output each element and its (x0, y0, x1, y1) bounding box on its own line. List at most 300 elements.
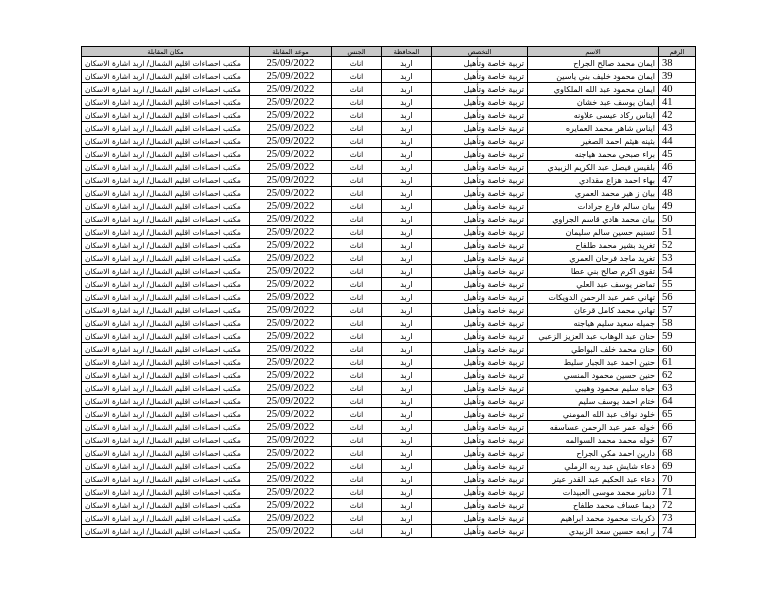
cell-gender: اناث (332, 291, 382, 304)
cell-interview-place: مكتب احصاءات اقليم الشمال/ اربد اشارة الاسكان (82, 278, 250, 291)
cell-interview-date: 25/09/2022 (250, 408, 332, 421)
cell-gender: اناث (332, 421, 382, 434)
cell-interview-place: مكتب احصاءات اقليم الشمال/ اربد اشارة الاسكان (82, 304, 250, 317)
cell-interview-date: 25/09/2022 (250, 473, 332, 486)
cell-interview-place: مكتب احصاءات اقليم الشمال/ اربد اشارة الاسكان (82, 434, 250, 447)
cell-specialization: تربية خاصة وتأهيل (432, 434, 528, 447)
cell-number: 71 (659, 486, 696, 499)
cell-interview-date: 25/09/2022 (250, 148, 332, 161)
cell-name: بيان ز هير محمد العمري (528, 187, 659, 200)
cell-number: 57 (659, 304, 696, 317)
cell-number: 55 (659, 278, 696, 291)
cell-specialization: تربية خاصة وتأهيل (432, 265, 528, 278)
table-row (82, 408, 696, 421)
cell-interview-place: مكتب احصاءات اقليم الشمال/ اربد اشارة الاسكان (82, 486, 250, 499)
cell-interview-place: مكتب احصاءات اقليم الشمال/ اربد اشارة الاسكان (82, 239, 250, 252)
cell-interview-place: مكتب احصاءات اقليم الشمال/ اربد اشارة الاسكان (82, 382, 250, 395)
cell-specialization: تربية خاصة وتأهيل (432, 57, 528, 70)
cell-name: دارين احمد مكي الجراح (528, 447, 659, 460)
cell-specialization: تربية خاصة وتأهيل (432, 122, 528, 135)
header-interview-date: موعد المقابلة (250, 47, 332, 57)
cell-gender: اناث (332, 382, 382, 395)
cell-specialization: تربية خاصة وتأهيل (432, 421, 528, 434)
cell-name: ايمان يوسف عبد خشان (528, 96, 659, 109)
cell-interview-date: 25/09/2022 (250, 70, 332, 83)
cell-governorate: اربد (382, 512, 432, 525)
cell-name: ايمان محمود خليف بني ياسين (528, 70, 659, 83)
cell-number: 44 (659, 135, 696, 148)
header-number: الرقم (659, 47, 696, 57)
cell-governorate: اربد (382, 473, 432, 486)
cell-governorate: اربد (382, 122, 432, 135)
cell-interview-place: مكتب احصاءات اقليم الشمال/ اربد اشارة الاسكان (82, 148, 250, 161)
cell-number: 59 (659, 330, 696, 343)
cell-name: دنانير محمد موسى العبيدات (528, 486, 659, 499)
cell-specialization: تربية خاصة وتأهيل (432, 330, 528, 343)
cell-number: 61 (659, 356, 696, 369)
cell-name: حنان عبد الوهاب عبد العزيز الزعبي (528, 330, 659, 343)
cell-interview-place: مكتب احصاءات اقليم الشمال/ اربد اشارة الاسكان (82, 525, 250, 538)
table-row (82, 512, 696, 525)
table-row (82, 109, 696, 122)
table-row (82, 187, 696, 200)
cell-interview-place: مكتب احصاءات اقليم الشمال/ اربد اشارة الاسكان (82, 499, 250, 512)
cell-interview-place: مكتب احصاءات اقليم الشمال/ اربد اشارة الاسكان (82, 135, 250, 148)
cell-number: 52 (659, 239, 696, 252)
cell-number: 74 (659, 525, 696, 538)
cell-interview-place: مكتب احصاءات اقليم الشمال/ اربد اشارة الاسكان (82, 330, 250, 343)
cell-specialization: تربية خاصة وتأهيل (432, 135, 528, 148)
cell-number: 67 (659, 434, 696, 447)
cell-interview-place: مكتب احصاءات اقليم الشمال/ اربد اشارة الاسكان (82, 317, 250, 330)
cell-interview-date: 25/09/2022 (250, 395, 332, 408)
cell-interview-place: مكتب احصاءات اقليم الشمال/ اربد اشارة الاسكان (82, 70, 250, 83)
cell-governorate: اربد (382, 356, 432, 369)
cell-name: حنان محمد خلف البواطي (528, 343, 659, 356)
table-row (82, 96, 696, 109)
cell-interview-date: 25/09/2022 (250, 447, 332, 460)
cell-specialization: تربية خاصة وتأهيل (432, 200, 528, 213)
cell-name: بثينه هيثم احمد الصغير (528, 135, 659, 148)
table-row (82, 369, 696, 382)
cell-governorate: اربد (382, 265, 432, 278)
cell-specialization: تربية خاصة وتأهيل (432, 161, 528, 174)
table-row (82, 122, 696, 135)
candidates-table (81, 46, 696, 538)
cell-gender: اناث (332, 525, 382, 538)
cell-governorate: اربد (382, 304, 432, 317)
cell-interview-date: 25/09/2022 (250, 434, 332, 447)
cell-governorate: اربد (382, 369, 432, 382)
cell-interview-place: مكتب احصاءات اقليم الشمال/ اربد اشارة الاسكان (82, 343, 250, 356)
cell-interview-date: 25/09/2022 (250, 239, 332, 252)
cell-governorate: اربد (382, 486, 432, 499)
cell-interview-date: 25/09/2022 (250, 512, 332, 525)
cell-governorate: اربد (382, 343, 432, 356)
cell-governorate: اربد (382, 187, 432, 200)
cell-name: براء صبحي محمد هياجنه (528, 148, 659, 161)
cell-specialization: تربية خاصة وتأهيل (432, 96, 528, 109)
cell-governorate: اربد (382, 408, 432, 421)
cell-number: 43 (659, 122, 696, 135)
cell-number: 69 (659, 460, 696, 473)
cell-name: ذكريات محمود محمد ابراهيم (528, 512, 659, 525)
cell-name: تغريد ماجد فرحان العمري (528, 252, 659, 265)
cell-number: 48 (659, 187, 696, 200)
cell-gender: اناث (332, 83, 382, 96)
cell-name: ر ابعه حسين سعد الزبيدي (528, 525, 659, 538)
cell-interview-date: 25/09/2022 (250, 330, 332, 343)
table-row (82, 83, 696, 96)
cell-specialization: تربية خاصة وتأهيل (432, 473, 528, 486)
cell-gender: اناث (332, 239, 382, 252)
cell-specialization: تربية خاصة وتأهيل (432, 278, 528, 291)
cell-number: 62 (659, 369, 696, 382)
table-row (82, 200, 696, 213)
cell-gender: اناث (332, 460, 382, 473)
cell-gender: اناث (332, 187, 382, 200)
cell-interview-place: مكتب احصاءات اقليم الشمال/ اربد اشارة الاسكان (82, 174, 250, 187)
cell-number: 53 (659, 252, 696, 265)
cell-number: 65 (659, 408, 696, 421)
cell-name: تسنيم حسين سالم سليمان (528, 226, 659, 239)
cell-interview-place: مكتب احصاءات اقليم الشمال/ اربد اشارة الاسكان (82, 395, 250, 408)
cell-specialization: تربية خاصة وتأهيل (432, 226, 528, 239)
cell-governorate: اربد (382, 382, 432, 395)
cell-interview-date: 25/09/2022 (250, 460, 332, 473)
cell-interview-date: 25/09/2022 (250, 317, 332, 330)
cell-gender: اناث (332, 473, 382, 486)
cell-governorate: اربد (382, 174, 432, 187)
table-row (82, 330, 696, 343)
cell-specialization: تربية خاصة وتأهيل (432, 525, 528, 538)
cell-specialization: تربية خاصة وتأهيل (432, 174, 528, 187)
table-row (82, 447, 696, 460)
header-governorate: المحافظة (382, 47, 432, 57)
cell-governorate: اربد (382, 421, 432, 434)
header-interview-place: مكان المقابلة (82, 47, 250, 57)
cell-interview-date: 25/09/2022 (250, 96, 332, 109)
cell-interview-date: 25/09/2022 (250, 252, 332, 265)
cell-interview-place: مكتب احصاءات اقليم الشمال/ اربد اشارة الاسكان (82, 226, 250, 239)
cell-name: دعاء شايش عبد ربه الرملي (528, 460, 659, 473)
cell-number: 68 (659, 447, 696, 460)
cell-interview-place: مكتب احصاءات اقليم الشمال/ اربد اشارة الاسكان (82, 408, 250, 421)
cell-interview-date: 25/09/2022 (250, 187, 332, 200)
cell-governorate: اربد (382, 96, 432, 109)
table-row (82, 421, 696, 434)
cell-number: 47 (659, 174, 696, 187)
cell-name: بيان محمد هادي قاسم الجراوي (528, 213, 659, 226)
cell-interview-date: 25/09/2022 (250, 200, 332, 213)
cell-name: خوله عمر عبد الرحمن عساسفه (528, 421, 659, 434)
cell-governorate: اربد (382, 226, 432, 239)
cell-name: حنين حسين محمود المنسي (528, 369, 659, 382)
cell-specialization: تربية خاصة وتأهيل (432, 252, 528, 265)
header-name: الاسم (528, 47, 659, 57)
cell-name: خلود نواف عبد الله المومني (528, 408, 659, 421)
cell-governorate: اربد (382, 239, 432, 252)
cell-governorate: اربد (382, 499, 432, 512)
cell-interview-date: 25/09/2022 (250, 122, 332, 135)
cell-governorate: اربد (382, 278, 432, 291)
cell-specialization: تربية خاصة وتأهيل (432, 187, 528, 200)
cell-number: 46 (659, 161, 696, 174)
cell-number: 70 (659, 473, 696, 486)
table-row (82, 135, 696, 148)
cell-interview-place: مكتب احصاءات اقليم الشمال/ اربد اشارة الاسكان (82, 252, 250, 265)
cell-interview-place: مكتب احصاءات اقليم الشمال/ اربد اشارة الاسكان (82, 460, 250, 473)
cell-number: 66 (659, 421, 696, 434)
cell-name: حنين احمد عبد الجبار سليط (528, 356, 659, 369)
cell-number: 73 (659, 512, 696, 525)
cell-number: 42 (659, 109, 696, 122)
cell-specialization: تربية خاصة وتأهيل (432, 395, 528, 408)
cell-interview-date: 25/09/2022 (250, 343, 332, 356)
table-row (82, 395, 696, 408)
table-row (82, 317, 696, 330)
cell-gender: اناث (332, 278, 382, 291)
cell-specialization: تربية خاصة وتأهيل (432, 291, 528, 304)
cell-governorate: اربد (382, 161, 432, 174)
cell-interview-date: 25/09/2022 (250, 83, 332, 96)
cell-number: 50 (659, 213, 696, 226)
cell-interview-place: مكتب احصاءات اقليم الشمال/ اربد اشارة الاسكان (82, 200, 250, 213)
cell-gender: اناث (332, 122, 382, 135)
table-row (82, 304, 696, 317)
table-row (82, 278, 696, 291)
cell-governorate: اربد (382, 434, 432, 447)
cell-governorate: اربد (382, 252, 432, 265)
interview-schedule-sheet (81, 46, 695, 538)
cell-governorate: اربد (382, 83, 432, 96)
table-row (82, 213, 696, 226)
cell-gender: اناث (332, 226, 382, 239)
cell-governorate: اربد (382, 395, 432, 408)
cell-name: بلقيس فيصل عبد الكريم الزبيدي (528, 161, 659, 174)
table-row (82, 174, 696, 187)
table-row (82, 265, 696, 278)
table-header-row (82, 47, 696, 57)
cell-interview-date: 25/09/2022 (250, 265, 332, 278)
cell-interview-date: 25/09/2022 (250, 356, 332, 369)
cell-gender: اناث (332, 499, 382, 512)
cell-specialization: تربية خاصة وتأهيل (432, 369, 528, 382)
cell-name: ايناس شاهر محمد العمايره (528, 122, 659, 135)
table-row (82, 226, 696, 239)
cell-name: خوله محمد محمد السوالمه (528, 434, 659, 447)
cell-name: تهاني محمد كامل قرعان (528, 304, 659, 317)
cell-name: ديما عساف محمد طلفاح (528, 499, 659, 512)
cell-interview-date: 25/09/2022 (250, 421, 332, 434)
cell-gender: اناث (332, 447, 382, 460)
cell-gender: اناث (332, 369, 382, 382)
cell-interview-place: مكتب احصاءات اقليم الشمال/ اربد اشارة الاسكان (82, 161, 250, 174)
cell-governorate: اربد (382, 148, 432, 161)
cell-interview-place: مكتب احصاءات اقليم الشمال/ اربد اشارة الاسكان (82, 447, 250, 460)
cell-interview-date: 25/09/2022 (250, 486, 332, 499)
cell-interview-date: 25/09/2022 (250, 304, 332, 317)
cell-name: ايمان محمود عبد الله الملكاوي (528, 83, 659, 96)
cell-name: تهاني عمر عبد الرحمن الدويكات (528, 291, 659, 304)
cell-gender: اناث (332, 174, 382, 187)
cell-gender: اناث (332, 252, 382, 265)
cell-gender: اناث (332, 330, 382, 343)
table-row (82, 291, 696, 304)
cell-gender: اناث (332, 486, 382, 499)
cell-governorate: اربد (382, 447, 432, 460)
cell-governorate: اربد (382, 525, 432, 538)
cell-number: 51 (659, 226, 696, 239)
cell-governorate: اربد (382, 460, 432, 473)
cell-number: 54 (659, 265, 696, 278)
cell-interview-date: 25/09/2022 (250, 174, 332, 187)
cell-governorate: اربد (382, 317, 432, 330)
cell-number: 64 (659, 395, 696, 408)
cell-name: بهاء احمد هزاع مقدادي (528, 174, 659, 187)
cell-number: 63 (659, 382, 696, 395)
cell-name: حياه سليم محمود وهيبي (528, 382, 659, 395)
cell-interview-date: 25/09/2022 (250, 382, 332, 395)
cell-governorate: اربد (382, 109, 432, 122)
table-row (82, 382, 696, 395)
cell-interview-place: مكتب احصاءات اقليم الشمال/ اربد اشارة الاسكان (82, 122, 250, 135)
table-row (82, 70, 696, 83)
cell-specialization: تربية خاصة وتأهيل (432, 356, 528, 369)
cell-specialization: تربية خاصة وتأهيل (432, 447, 528, 460)
cell-governorate: اربد (382, 200, 432, 213)
table-row (82, 57, 696, 70)
cell-interview-date: 25/09/2022 (250, 369, 332, 382)
cell-specialization: تربية خاصة وتأهيل (432, 148, 528, 161)
cell-specialization: تربية خاصة وتأهيل (432, 499, 528, 512)
cell-specialization: تربية خاصة وتأهيل (432, 83, 528, 96)
table-row (82, 473, 696, 486)
cell-number: 60 (659, 343, 696, 356)
cell-gender: اناث (332, 512, 382, 525)
cell-name: تماضر يوسف عبد العلي (528, 278, 659, 291)
cell-governorate: اربد (382, 291, 432, 304)
cell-number: 39 (659, 70, 696, 83)
cell-name: ايمان محمد صالح الجراح (528, 57, 659, 70)
cell-gender: اناث (332, 434, 382, 447)
table-row (82, 252, 696, 265)
cell-interview-date: 25/09/2022 (250, 161, 332, 174)
cell-interview-place: مكتب احصاءات اقليم الشمال/ اربد اشارة الاسكان (82, 109, 250, 122)
cell-name: دعاء عبد الحكيم عبد القدر عيتر (528, 473, 659, 486)
cell-name: ختام احمد يوسف سليم (528, 395, 659, 408)
cell-specialization: تربية خاصة وتأهيل (432, 486, 528, 499)
cell-number: 49 (659, 200, 696, 213)
cell-number: 41 (659, 96, 696, 109)
cell-interview-place: مكتب احصاءات اقليم الشمال/ اربد اشارة الاسكان (82, 291, 250, 304)
cell-specialization: تربية خاصة وتأهيل (432, 382, 528, 395)
cell-gender: اناث (332, 213, 382, 226)
cell-specialization: تربية خاصة وتأهيل (432, 109, 528, 122)
cell-name: جميله سعيد سليم هياجنه (528, 317, 659, 330)
cell-gender: اناث (332, 148, 382, 161)
cell-gender: اناث (332, 304, 382, 317)
cell-specialization: تربية خاصة وتأهيل (432, 70, 528, 83)
table-row (82, 148, 696, 161)
cell-governorate: اربد (382, 70, 432, 83)
cell-number: 38 (659, 57, 696, 70)
cell-interview-place: مكتب احصاءات اقليم الشمال/ اربد اشارة الاسكان (82, 356, 250, 369)
cell-specialization: تربية خاصة وتأهيل (432, 317, 528, 330)
cell-gender: اناث (332, 395, 382, 408)
cell-name: ايناس ركاد عيسى علاونه (528, 109, 659, 122)
cell-governorate: اربد (382, 135, 432, 148)
cell-interview-place: مكتب احصاءات اقليم الشمال/ اربد اشارة الاسكان (82, 57, 250, 70)
cell-interview-date: 25/09/2022 (250, 109, 332, 122)
cell-gender: اناث (332, 96, 382, 109)
cell-interview-date: 25/09/2022 (250, 226, 332, 239)
cell-interview-date: 25/09/2022 (250, 525, 332, 538)
cell-specialization: تربية خاصة وتأهيل (432, 239, 528, 252)
cell-gender: اناث (332, 70, 382, 83)
cell-governorate: اربد (382, 213, 432, 226)
cell-number: 45 (659, 148, 696, 161)
cell-number: 56 (659, 291, 696, 304)
cell-gender: اناث (332, 109, 382, 122)
table-row (82, 343, 696, 356)
cell-interview-date: 25/09/2022 (250, 499, 332, 512)
cell-interview-place: مكتب احصاءات اقليم الشمال/ اربد اشارة الاسكان (82, 369, 250, 382)
cell-specialization: تربية خاصة وتأهيل (432, 408, 528, 421)
table-row (82, 525, 696, 538)
cell-gender: اناث (332, 135, 382, 148)
cell-interview-place: مكتب احصاءات اقليم الشمال/ اربد اشارة الاسكان (82, 265, 250, 278)
cell-interview-place: مكتب احصاءات اقليم الشمال/ اربد اشارة الاسكان (82, 187, 250, 200)
cell-gender: اناث (332, 317, 382, 330)
cell-interview-place: مكتب احصاءات اقليم الشمال/ اربد اشارة الاسكان (82, 512, 250, 525)
cell-number: 72 (659, 499, 696, 512)
cell-interview-date: 25/09/2022 (250, 135, 332, 148)
cell-name: تقوى اكرم صالح بني عطا (528, 265, 659, 278)
cell-interview-place: مكتب احصاءات اقليم الشمال/ اربد اشارة الاسكان (82, 213, 250, 226)
cell-gender: اناث (332, 265, 382, 278)
table-row (82, 434, 696, 447)
table-row (82, 486, 696, 499)
cell-governorate: اربد (382, 57, 432, 70)
cell-gender: اناث (332, 161, 382, 174)
table-row (82, 161, 696, 174)
cell-specialization: تربية خاصة وتأهيل (432, 343, 528, 356)
table-row (82, 356, 696, 369)
cell-gender: اناث (332, 408, 382, 421)
cell-gender: اناث (332, 57, 382, 70)
cell-gender: اناث (332, 343, 382, 356)
cell-specialization: تربية خاصة وتأهيل (432, 213, 528, 226)
cell-specialization: تربية خاصة وتأهيل (432, 460, 528, 473)
cell-number: 58 (659, 317, 696, 330)
cell-interview-date: 25/09/2022 (250, 213, 332, 226)
cell-interview-place: مكتب احصاءات اقليم الشمال/ اربد اشارة الاسكان (82, 421, 250, 434)
cell-interview-date: 25/09/2022 (250, 291, 332, 304)
table-row (82, 499, 696, 512)
cell-name: بيان سالم فارع جرادات (528, 200, 659, 213)
cell-number: 40 (659, 83, 696, 96)
cell-interview-place: مكتب احصاءات اقليم الشمال/ اربد اشارة الاسكان (82, 96, 250, 109)
cell-interview-place: مكتب احصاءات اقليم الشمال/ اربد اشارة الاسكان (82, 83, 250, 96)
cell-name: تغريد بشير محمد طلفاح (528, 239, 659, 252)
cell-interview-date: 25/09/2022 (250, 57, 332, 70)
cell-specialization: تربية خاصة وتأهيل (432, 304, 528, 317)
cell-gender: اناث (332, 356, 382, 369)
cell-interview-date: 25/09/2022 (250, 278, 332, 291)
cell-specialization: تربية خاصة وتأهيل (432, 512, 528, 525)
table-row (82, 460, 696, 473)
